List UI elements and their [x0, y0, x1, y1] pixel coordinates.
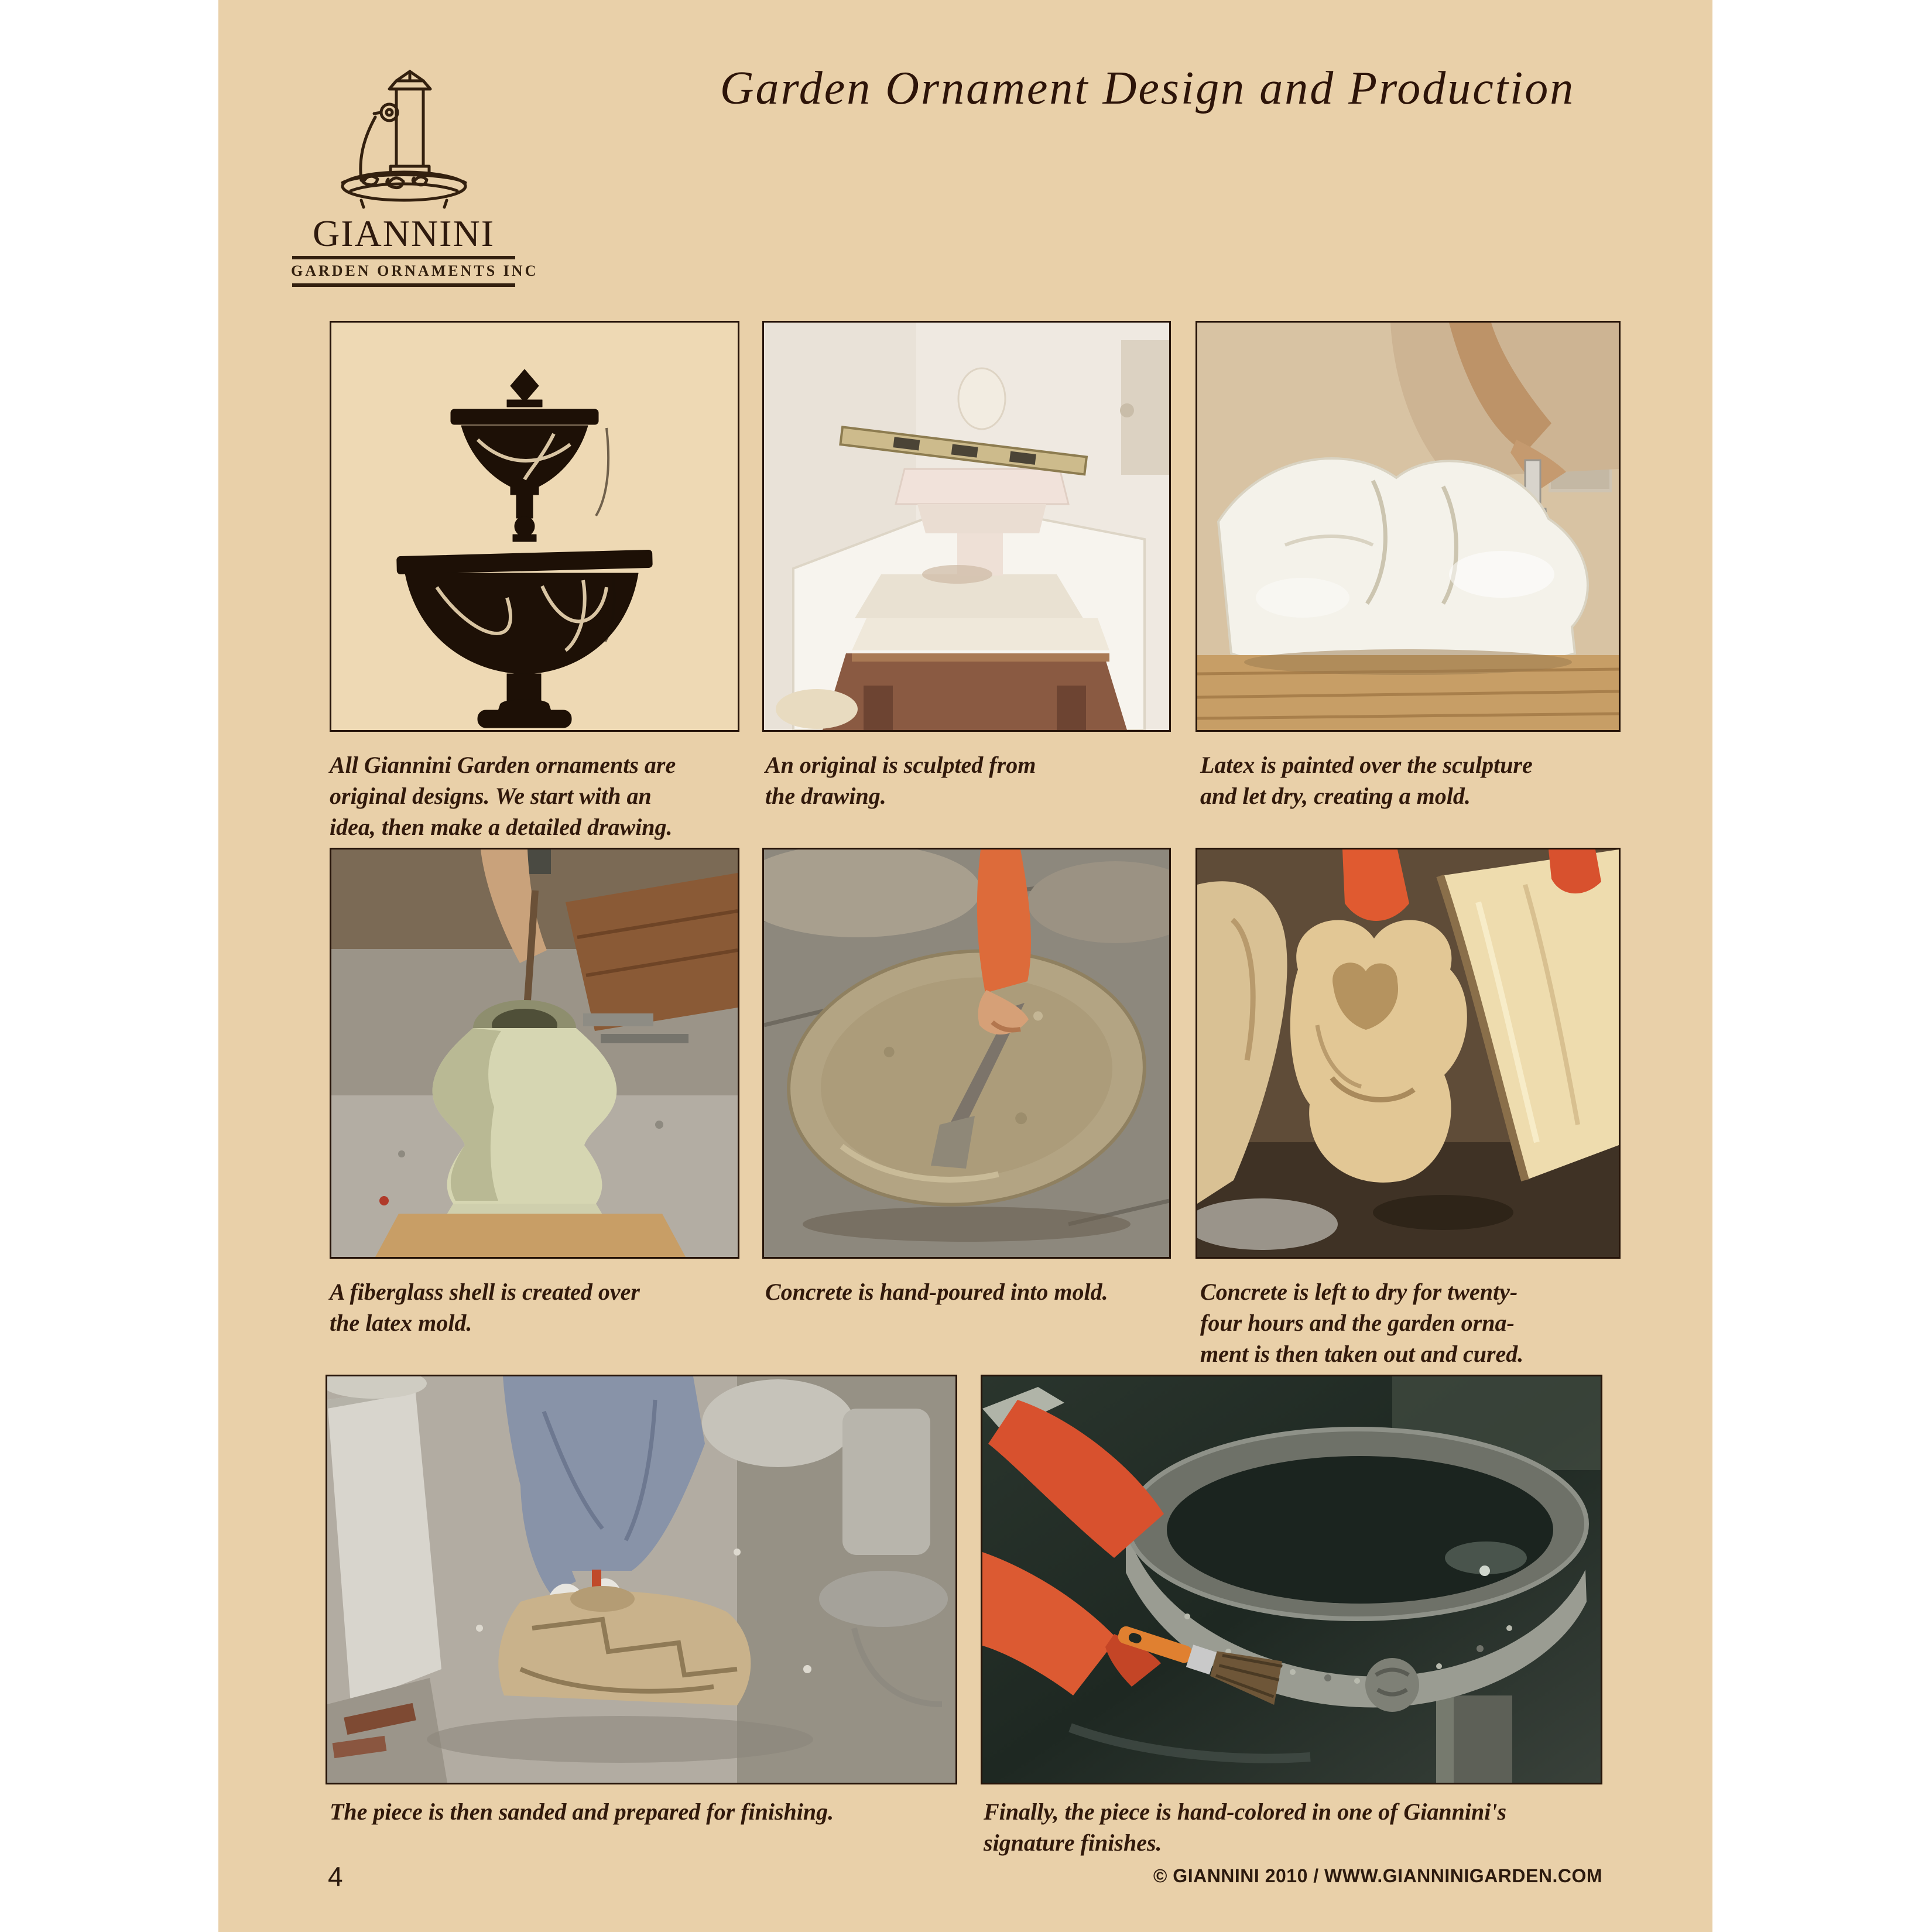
brand-subtitle: GARDEN ORNAMENTS INC — [291, 262, 539, 279]
page-title: Garden Ornament Design and Production — [720, 63, 1575, 114]
latex-painting-photo-art — [1197, 323, 1619, 730]
photo-step-5-concrete-pour — [762, 848, 1171, 1259]
sanding-photo-art — [327, 1376, 955, 1783]
logo-rule-bottom — [292, 283, 515, 287]
caption-step-6: Concrete is left to dry for twenty- four hours and the garden orna- ment is then taken out and cured. — [1200, 1279, 1524, 1367]
caption-step-7: The piece is then sanded and prepared for finishing. — [330, 1799, 834, 1825]
fiberglass-photo-art — [331, 849, 738, 1257]
caption-step-8: Finally, the piece is hand-colored in one of Giannini's signature finishes. — [984, 1799, 1507, 1856]
logo-rule-top — [292, 256, 515, 259]
sculpting-photo-art — [764, 323, 1169, 730]
concrete-pour-photo-art — [764, 849, 1169, 1257]
photo-step-8-finishing — [981, 1375, 1602, 1784]
photo-step-3-latex — [1195, 321, 1621, 732]
hand-coloring-photo-art — [982, 1376, 1601, 1783]
fountain-drawing-art — [331, 323, 738, 730]
page-number: 4 — [328, 1861, 343, 1892]
copyright-line: © GIANNINI 2010 / WWW.GIANNINIGARDEN.COM — [1153, 1865, 1602, 1886]
caption-step-3: Latex is painted over the sculpture and let dry, creating a mold. — [1200, 752, 1533, 809]
caption-step-1: All Giannini Garden ornaments are original designs. We start with an idea, then make a detailed drawing. — [330, 752, 676, 840]
caption-step-5: Concrete is hand-poured into mold. — [765, 1279, 1108, 1305]
fountain-line-art-icon — [327, 66, 481, 210]
photo-step-2-sculpt — [762, 321, 1171, 732]
giannini-logo — [291, 66, 539, 287]
brand-name: GIANNINI — [312, 213, 495, 254]
caption-step-2: An original is sculpted from the drawing. — [765, 752, 1036, 809]
photo-step-7-sanding — [326, 1375, 957, 1784]
caption-step-4: A fiberglass shell is created over the latex mold. — [330, 1279, 640, 1336]
photo-step-6-demold — [1195, 848, 1621, 1259]
photo-step-4-fiberglass — [330, 848, 739, 1259]
demolding-photo-art — [1197, 849, 1619, 1257]
photo-step-1-drawing — [330, 321, 739, 732]
